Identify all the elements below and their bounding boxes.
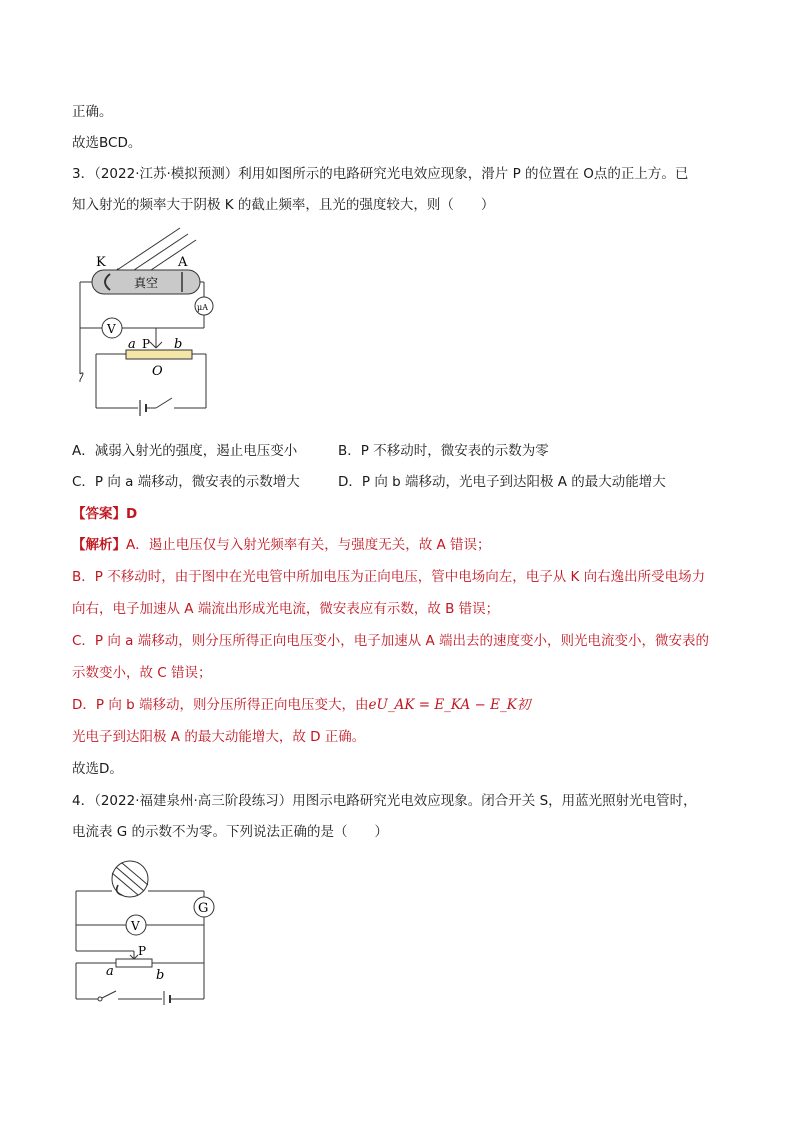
option-a: A．减弱入射光的强度，遏止电压变小 [72,443,298,459]
analysis-a [72,535,491,555]
label-p-2: P [138,944,147,958]
analysis-d1 [72,695,530,715]
q4-stem-line1: 4．（2022·福建泉州·高三阶段练习）用图示电路研究光电效应现象。闭合开关 S，用蓝光照射光电管时， [72,793,697,809]
analysis-d2: 光电子到达阳极 A 的最大动能增大，故 D 正确。 [72,729,366,745]
analysis-c2: 示数变小，故 C 错误； [72,665,212,681]
tube-label: 真空 [134,276,159,290]
line-correct: 正确。 [72,104,113,120]
q3-stem-line1: 3．（2022·江苏·模拟预测）利用如图所示的电路研究光电效应现象，滑片 P 的位置在 O点的正上方。已 [72,166,689,182]
rheostat-2 [116,959,152,967]
circuit-figure-q3 [70,222,230,418]
analysis-c1: C．P 向 a 端移动，则分压所得正向电压变小，电子加速从 A 端出去的速度变小，则光电流变小，微安表的 [72,633,710,649]
label-a-2: a [106,964,114,979]
label-o: O [152,364,163,379]
label-g: G [198,901,209,916]
analysis-tag: 【解析】 [72,537,126,553]
label-p: P [142,337,151,351]
label-a: A [178,255,188,270]
analysis-b1: B．P 不移动时，由于图中在光电管中所加电压为正向电压，管中电场向左，电子从 K 向右逸出所受电场力 [72,569,706,585]
analysis-d-equation: eU_AK = E_KA − E_K初 [368,697,531,713]
analysis-d1-text: D．P 向 b 端移动，则分压所得正向电压变大，由 [72,697,369,713]
answer-tag: 【答案】D [72,506,138,522]
switch [156,398,172,408]
label-v-2: V [131,919,140,933]
option-b: B．P 不移动时，微安表的示数为零 [338,443,549,459]
analysis-a-text: A．遏止电压仅与入射光频率有关，与强度无关，故 A 错误； [126,537,491,553]
analysis-b2: 向右，电子加速从 A 端流出形成光电流，微安表应有示数，故 B 错误； [72,601,500,617]
switch-2 [102,991,116,998]
label-v: V [107,322,116,336]
option-d: D．P 向 b 端移动，光电子到达阳极 A 的最大动能增大 [338,474,666,490]
label-b-end: b [174,337,183,352]
label-k: K [96,255,106,270]
circuit-figure-q4 [70,855,220,1005]
option-c: C．P 向 a 端移动，微安表的示数增大 [72,474,300,490]
line-choose-bcd: 故选BCD。 [72,135,142,151]
line-choose-d: 故选D。 [72,761,123,777]
q3-stem-line2: 知入射光的频率大于阴极 K 的截止频率，且光的强度较大，则（ ） [72,197,495,213]
q4-stem-line2: 电流表 G 的示数不为零。下列说法正确的是（ ） [72,824,389,840]
label-ua: μA [197,303,208,312]
label-a-end: a [128,337,136,352]
label-b-2: b [156,968,165,983]
